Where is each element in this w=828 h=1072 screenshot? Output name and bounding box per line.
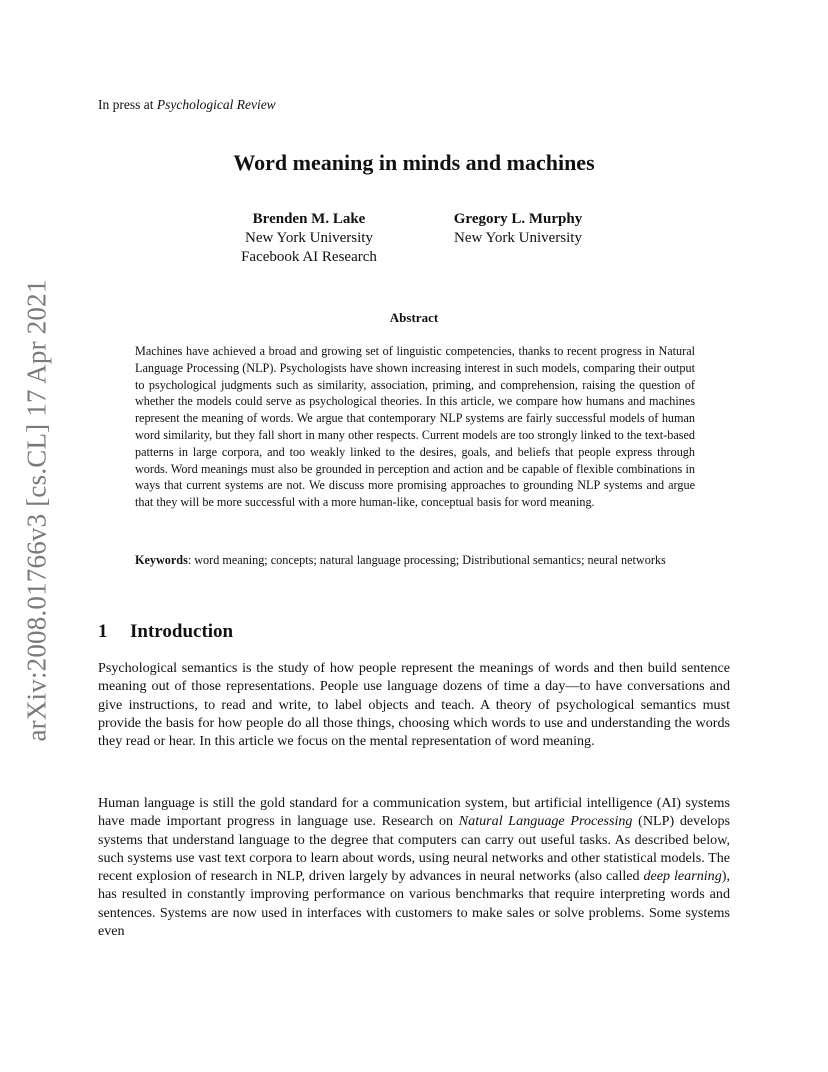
keywords [135, 552, 695, 569]
body-paragraph [98, 794, 730, 940]
keywords-list: : word meaning; concepts; natural language processing; Distributional semantics; neural networks [187, 553, 666, 567]
body-paragraph: Psychological semantics is the study of how people represent the meanings of words and then build sentence meaning out of those representations. People use language dozens of time a day—to have conversations and give instructions, to read and write, to label objects and teach. A theory of psychological semantics must provide the basis for how people do all those things, choosing which words to use and understanding the words they read or hear. In this article we focus on the mental representation of word meaning. [98, 660, 730, 750]
author-name: Gregory L. Murphy [453, 211, 583, 227]
author-affiliation: New York University [454, 230, 582, 246]
paper-title: Word meaning in minds and machines [233, 150, 595, 175]
section-number: 1 [98, 621, 108, 642]
paragraph-text: (NLP) develops systems that understand language to the degree that computers can carry out useful tasks. As described below, such systems use vast text corpora to learn about words, using neural networks and other statistical models. The recent explosion of research in NLP, driven largely by advances in neural networks (also called [98, 813, 730, 885]
arxiv-identifier-stamp [17, 278, 57, 742]
author-block [432, 210, 604, 248]
section-heading [98, 621, 233, 643]
author-affiliation: New York University [245, 230, 373, 246]
paragraph-text: ), has resulted in constantly improving performance on various benchmarks that require interpreting words and sentences. Systems are now used in interfaces with customers to make sales or solve problems. Some systems even [98, 868, 730, 940]
press-note-prefix: In press at [98, 97, 157, 112]
author-affiliation: Facebook AI Research [241, 249, 377, 265]
journal-name: Psychological Review [156, 97, 276, 112]
emphasized-term: deep learning [643, 868, 722, 885]
abstract-heading: Abstract [389, 310, 439, 325]
paragraph-text: Human language is still the gold standard for a communication system, but artificial intelligence (AI) systems have made important progress in language use. Research on [98, 795, 730, 830]
author-name: Brenden M. Lake [252, 211, 366, 227]
emphasized-term: Natural Language Processing [458, 813, 633, 830]
abstract-text: Machines have achieved a broad and growing set of linguistic competencies, thanks to recent progress in Natural Language Processing (NLP). Psychologists have shown increasing interest in such models, comparing their output to psychological judgments such as similarity, association, priming, and comprehension, raising the question of whether the models could serve as psychological theories. In this article, we compare how humans and machines represent the meaning of words. We argue that contemporary NLP systems are fairly successful models of human word similarity, but they fall short in many other respects. Current models are too strongly linked to the text-based patterns in large corpora, and too weakly linked to the desires, goals, and beliefs that people express through words. Word meanings must also be grounded in perception and action and be capable of flexible combinations in ways that current systems are not. We discuss more promising approaches to grounding NLP systems and argue that they will be more successful with a more human-like, conceptual basis for word meaning. [135, 344, 695, 510]
author-block [222, 210, 396, 267]
keywords-label: Keywords [135, 553, 188, 567]
section-title: Introduction [130, 621, 234, 642]
press-note [98, 97, 276, 113]
arxiv-identifier-text: arXiv:2008.01766v3 [cs.CL] 17 Apr 2021 [21, 278, 52, 742]
